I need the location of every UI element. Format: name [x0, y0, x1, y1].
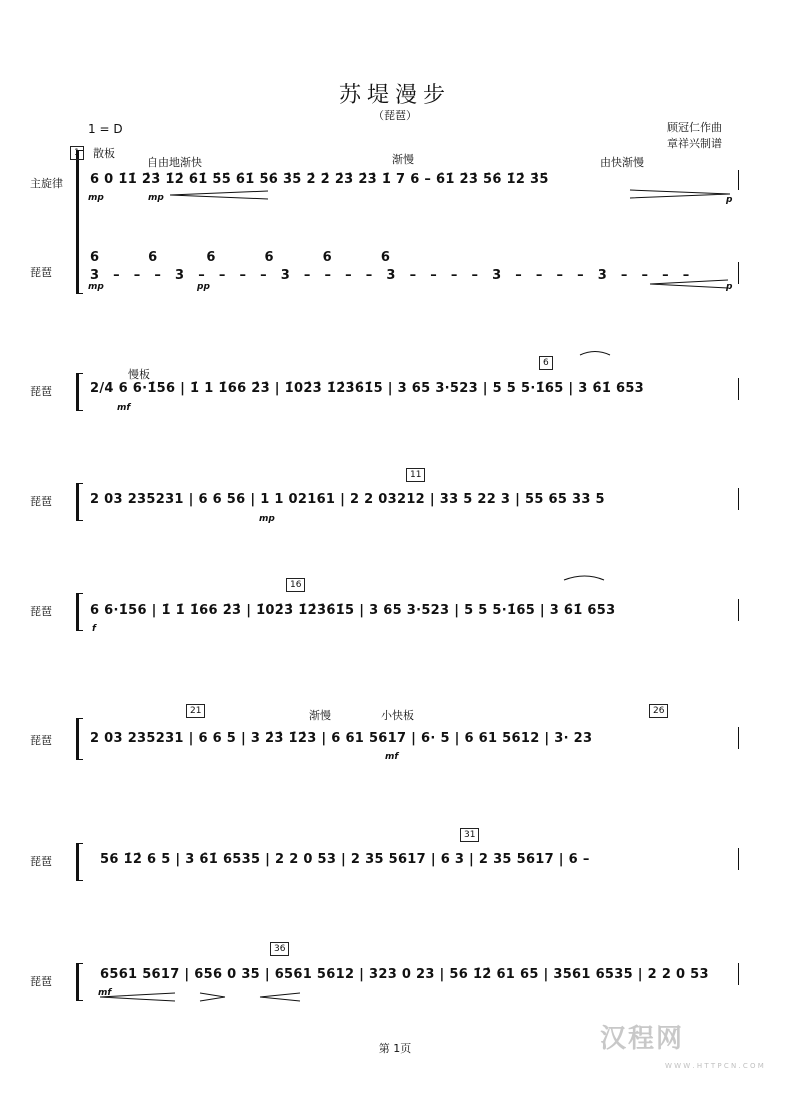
notation-line: 6 6·1̇56 | 1̇ 1̇ 1̇66 2̇3̇ | 1̇02̇3̇ 1̇2̇3̇6̇1̇5 | 3 65 3·523 | 5 5 5·1̇65 | 3 6̇1̇ 653	[90, 603, 616, 618]
pipa-lower-line: 3 – – – 3 – – – – 3 – – – – 3 – – – – 3 – – – – 3 – – – –	[90, 268, 690, 283]
tempo-marking: 慢板	[128, 368, 150, 381]
part-label-pipa: 琵琶	[30, 855, 52, 868]
dynamic-mp: mp	[88, 282, 104, 292]
dynamic-mp: mp	[88, 193, 104, 203]
dynamic-p: p	[726, 195, 733, 205]
dynamic-pp: pp	[197, 282, 210, 292]
measure-box: 1	[70, 146, 84, 160]
tempo-fast-slow: 由快渐慢	[600, 156, 644, 169]
dynamic-mark: mf	[385, 752, 399, 762]
dynamic-mark: mf	[117, 403, 131, 413]
part-label-pipa: 琵琶	[30, 385, 52, 398]
score-subtitle: （琵琶）	[373, 109, 417, 122]
tempo-marking: 渐慢	[309, 709, 331, 722]
measure-box: 21	[186, 704, 205, 718]
part-label-melody: 主旋律	[30, 177, 63, 190]
site-logo: 汉程网	[600, 1024, 685, 1054]
pipa-upper-line: 6 6 6 6 6 6	[90, 250, 391, 265]
measure-box: 36	[270, 942, 289, 956]
measure-box: 6	[539, 356, 553, 370]
dynamic-mark: f	[92, 624, 96, 634]
notation-line: 2/4 6 6·1̇56 | 1̇ 1 1̇66 2̇3̇ | 1̇02̇3̇ 1̇2̇3̇6̇1̇5 | 3 65 3·523 | 5 5 5·1̇65 | 3 6̇1̇ 653	[90, 381, 645, 396]
measure-box: 31	[460, 828, 479, 842]
part-label-pipa: 琵琶	[30, 975, 52, 988]
dynamic-mark: mp	[259, 514, 275, 524]
site-url: W W W . H T T P C N . C O M	[665, 1062, 764, 1070]
part-label-pipa: 琵琶	[30, 734, 52, 747]
melody-line: 6 0 1̇1̇ 2̇3̇ 1̇2̇ 6̇1̇ 5̇5̇ 6̇1̇ 5̇6̇ 3̇5̇ 2̇ 2̇ 2̇3̇ 2̇3̇ 1̇ 7 6 – 6̇1̇ 2̇3̇ 5̇6̇ 1̇2̇ 3̇5̇	[90, 172, 549, 187]
page-number: 第 1页	[378, 1042, 412, 1055]
part-label-pipa: 琵琶	[30, 266, 52, 279]
part-label-pipa: 琵琶	[30, 495, 52, 508]
measure-box: 16	[286, 578, 305, 592]
arranger: 章祥兴制谱	[667, 137, 722, 150]
score-title: 苏堤漫步	[338, 83, 451, 108]
key-signature: 1 = D	[88, 122, 123, 136]
tempo-marking: 小快板	[381, 709, 414, 722]
dynamic-p: p	[726, 282, 733, 292]
composer: 顾冠仁作曲	[667, 121, 722, 134]
measure-box: 26	[649, 704, 668, 718]
dynamic-mark: mf	[98, 988, 112, 998]
part-label-pipa: 琵琶	[30, 605, 52, 618]
notation-line: 6561 5617 | 656 0 35 | 6561 5612 | 323 0 23 | 56 1̇2̇ 61 65 | 3561 6535 | 2 2 0 53	[100, 967, 709, 982]
tempo-sanban: 散板	[93, 147, 115, 160]
tempo-free: 自由地渐快	[147, 156, 202, 169]
notation-line: 56 1̇2̇ 6 5 | 3 6̇1̇ 6535 | 2 2 0 53 | 2 35 5617 | 6 3 | 2 35 5617 | 6 –	[100, 852, 590, 867]
dynamic-mp: mp	[148, 193, 164, 203]
tempo-slow: 渐慢	[392, 153, 414, 166]
measure-box: 11	[406, 468, 425, 482]
notation-line: 2 03 235231 | 6 6 56 | 1 1 02161 | 2 2 03212 | 33 5 22 3 | 55 65 33 5	[90, 492, 605, 507]
notation-line: 2 03 235231 | 6 6 5 | 3 2̇3̇ 1̇2̇3 | 6 61 5617 | 6· 5 | 6 61 5612 | 3· 23	[90, 731, 593, 746]
